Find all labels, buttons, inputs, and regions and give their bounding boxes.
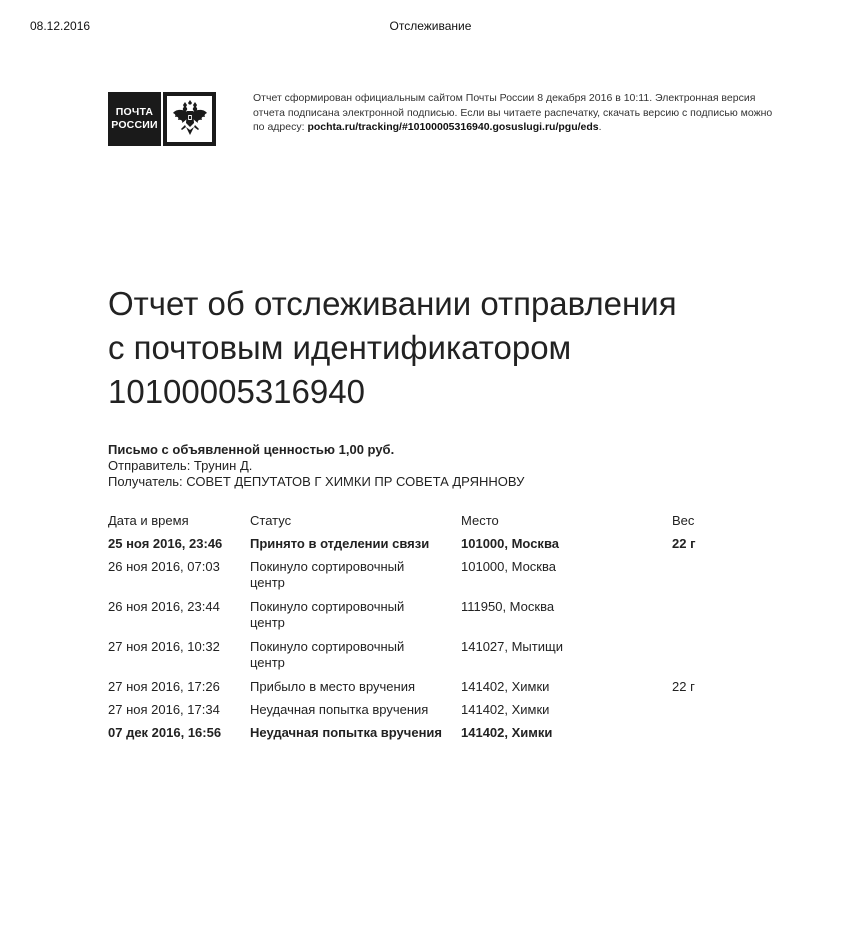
row-status: Принято в отделении связи — [250, 536, 430, 551]
row-status: Неудачная попытка вручения — [250, 725, 442, 740]
print-date: 08.12.2016 — [30, 19, 91, 33]
row-status: Покинуло сортировочный центр — [250, 559, 405, 590]
row-weight: 22 г — [672, 536, 696, 551]
signature-link[interactable]: pochta.ru/tracking/#10100005316940.gosuslugi.ru/pgu/eds — [307, 121, 599, 133]
logo-line-1: ПОЧТА — [115, 106, 154, 118]
row-place: 141027, Мытищи — [461, 639, 563, 654]
tracking-table — [108, 513, 748, 748]
signature-notice — [253, 91, 773, 135]
print-page-title: Отслеживание — [389, 19, 472, 33]
row-place: 101000, Москва — [461, 536, 559, 551]
heading-line-1: Отчет об отслеживании отправления — [108, 285, 677, 322]
table-row — [108, 702, 748, 725]
double-headed-eagle-icon — [163, 92, 216, 146]
shipment-info — [108, 442, 524, 490]
row-date: 26 ноя 2016, 07:03 — [108, 559, 220, 574]
recipient: Получатель: СОВЕТ ДЕПУТАТОВ Г ХИМКИ ПР СОВЕТА ДРЯННОВУ — [108, 474, 525, 489]
row-date: 27 ноя 2016, 17:34 — [108, 702, 220, 717]
table-row — [108, 536, 748, 559]
row-date: 07 дек 2016, 16:56 — [108, 725, 222, 740]
table-row — [108, 639, 748, 679]
row-place: 141402, Химки — [461, 702, 550, 717]
row-place: 141402, Химки — [461, 679, 550, 694]
column-header-status: Статус — [250, 513, 292, 528]
row-date: 27 ноя 2016, 17:26 — [108, 679, 220, 694]
heading-line-2: с почтовым идентификатором — [108, 329, 572, 366]
sender: Отправитель: Трунин Д. — [108, 458, 253, 473]
table-row — [108, 599, 748, 639]
row-date: 26 ноя 2016, 23:44 — [108, 599, 220, 614]
pochta-rossii-logo — [108, 92, 216, 146]
table-row — [108, 559, 748, 599]
notice-text: Отчет сформирован официальным сайтом Почты России 8 декабря 2016 в 10:11. Электронная версия отчета подписана электронной подписью. Если вы читаете распечатку, скачать версию с подписью можно по адресу: — [253, 92, 773, 133]
item-type: Письмо с объявленной ценностью 1,00 руб. — [108, 442, 395, 457]
column-header-place: Место — [461, 513, 499, 528]
column-header-date: Дата и время — [108, 513, 189, 528]
row-place: 111950, Москва — [461, 599, 555, 614]
row-place: 101000, Москва — [461, 559, 556, 574]
table-row — [108, 725, 748, 748]
notice-text-end: . — [598, 121, 602, 133]
row-status: Прибыло в место вручения — [250, 679, 416, 694]
column-header-weight: Вес — [672, 513, 695, 528]
row-place: 141402, Химки — [461, 725, 553, 740]
logo-wordmark — [108, 92, 161, 146]
row-status: Неудачная попытка вручения — [250, 702, 429, 717]
logo-line-2: РОССИИ — [111, 119, 158, 131]
row-date: 27 ноя 2016, 10:32 — [108, 639, 220, 654]
row-weight: 22 г — [672, 679, 695, 694]
report-heading — [108, 282, 828, 414]
tracking-id: 10100005316940 — [108, 373, 365, 410]
row-status: Покинуло сортировочный центр — [250, 639, 405, 670]
row-date: 25 ноя 2016, 23:46 — [108, 536, 223, 551]
table-row — [108, 679, 748, 702]
table-header — [108, 513, 748, 536]
row-status: Покинуло сортировочный центр — [250, 599, 405, 630]
